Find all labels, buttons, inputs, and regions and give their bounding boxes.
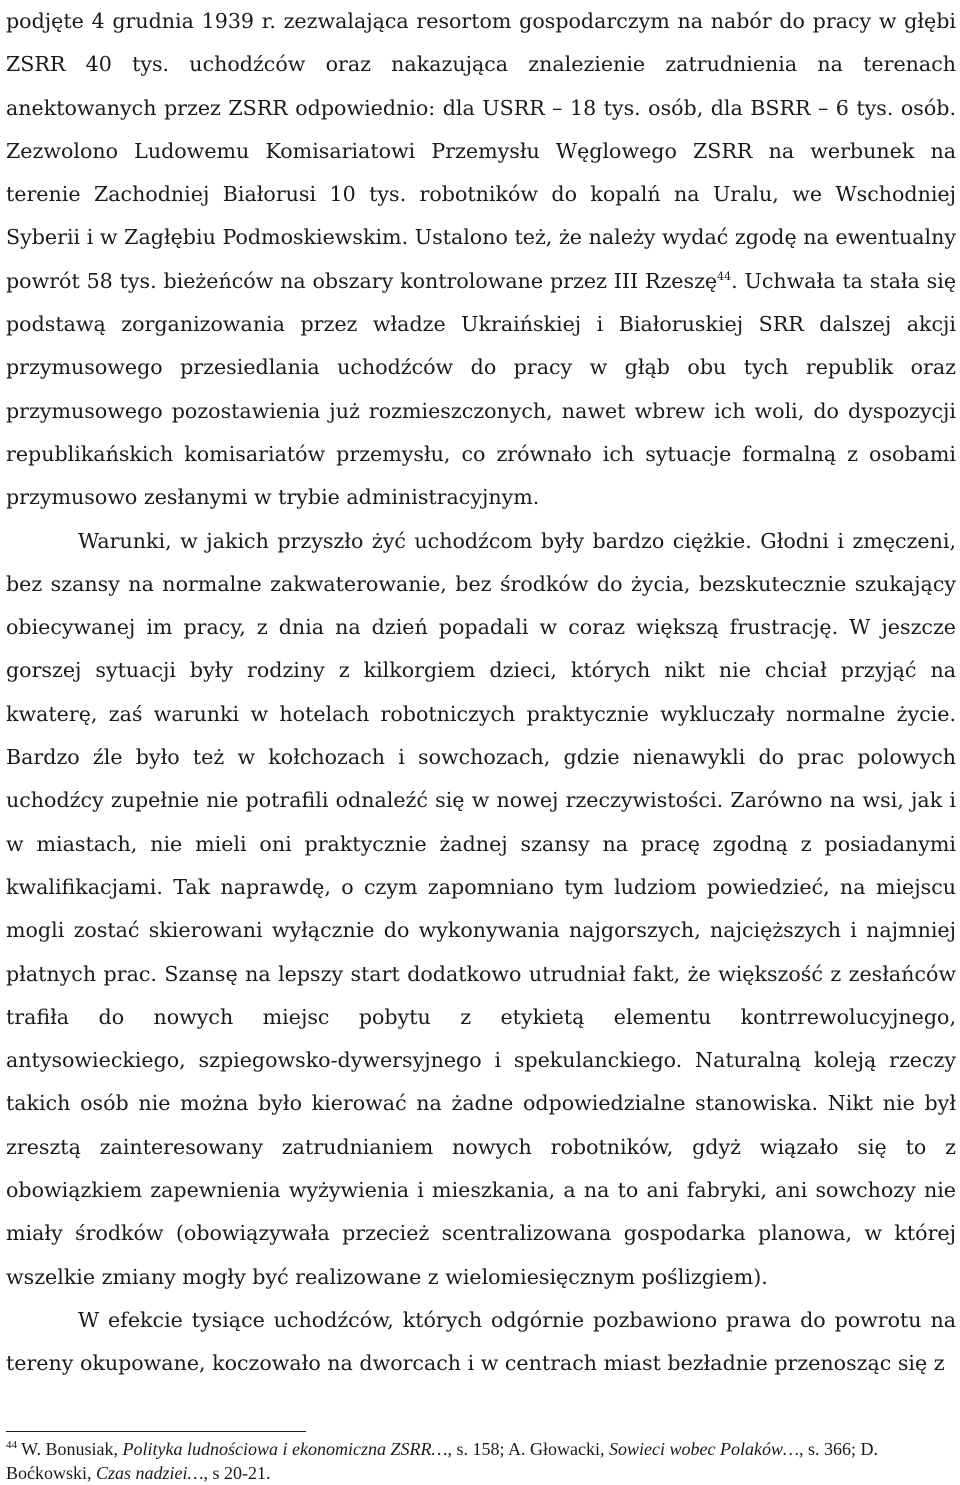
paragraph-2: Warunki, w jakich przyszło żyć uchodźcom były bardzo ciężkie. Głodni i zmęczeni, bez szansy na normalne zakwaterowanie, bez środków do życia, bezskutecznie szukający obiecywanej im pracy, z dnia na dzień popadali w coraz większą frustrację. W jeszcze gorszej sytuacji były rodziny z kilkorgiem dzieci, których nikt nie chciał przyjąć na kwaterę, zaś warunki w hotelach robotniczych praktycznie wykluczały normalne życie. Bardzo źle było też w kołchozach i sowchozach, gdzie nienawykli do prac polowych uchodźcy zupełnie nie potrafili odnaleźć się w nowej rzeczywistości. Zarówno na wsi, jak i w miastach, nie mieli oni praktycznie żadnej szansy na pracę zgodną z posiadanymi kwalifikacjami. Tak naprawdę, o czym zapomniano tym ludziom powiedzieć, na miejscu mogli zostać skierowani wyłącznie do wykonywania najgorszych, najcięższych i najmniej płatnych prac. Szansę na lepszy start dodatkowo utrudniał fakt, że większość z zesłańców trafiła do nowych miejsc pobytu z etykietą elementu kontrrewolucyjnego, antysowieckiego, szpiegowsko-dywersyjnego i spekulanckiego. Naturalną koleją rzeczy takich osób nie można było kierować na żadne odpowiedzialne stanowiska. Nikt nie był zresztą zainteresowany zatrudnianiem nowych robotników, gdyż wiązało się to z obowiązkiem zapewnienia wyżywienia i mieszkania, a na to ani fabryki, ani sowchozy nie miały środków (obowiązywała przecież scentralizowana gospodarka planowa, w której wszelkie zmiany mogły być realizowane z wielomiesięcznym poślizgiem). (6, 528, 956, 1289)
footnote-text: W. Bonusiak, (17, 1439, 123, 1459)
footnote-title: Polityka ludnościowa i ekonomiczna ZSRR… (122, 1439, 448, 1459)
footnote-divider (6, 1431, 306, 1432)
paragraph-3: W efekcie tysiące uchodźców, których odgórnie pozbawiono prawa do powrotu na tereny okupowane, koczowało na dworcach i w centrach miast bezładnie przenosząc się z (6, 1307, 956, 1376)
footnote-text: , s 20-21. (203, 1463, 271, 1483)
body-text (6, 0, 956, 1386)
footnote-text: , s. 158; A. Głowacki, (447, 1439, 609, 1459)
footnote-reference: 44 (717, 269, 732, 283)
footnote-title: Sowieci wobec Polaków… (608, 1439, 799, 1459)
footnote-text: , s. 366; D. Boćkowski, (6, 1439, 878, 1483)
footnote-title: Czas nadziei… (96, 1463, 204, 1483)
paragraph-1-part-2: . Uchwała ta stała się podstawą zorganizowania przez władze Ukraińskiej i Białoruskiej SRR dalszej akcji przymusowego przesiedlania uchodźców do pracy w głąb obu tych republik oraz przymusowego pozostawienia już rozmieszczonych, nawet wbrew ich woli, do dyspozycji republikańskich komisariatów przemysłu, co zrównało ich sytuacje formalną z osobami przymusowo zesłanymi w trybie administracyjnym. (6, 268, 957, 510)
paragraph-1-part-1: podjęte 4 grudnia 1939 r. zezwalająca resortom gospodarczym na nabór do pracy w głębi ZSRR 40 tys. uchodźców oraz nakazująca znalezienie zatrudnienia na terenach anektowanych przez ZSRR odpowiednio: dla USRR – 18 tys. osób, dla BSRR – 6 tys. osób. Zezwolono Ludowemu Komisariatowi Przemysłu Węglowego ZSRR na werbunek na terenie Zachodniej Białorusi 10 tys. robotników do kopalń na Uralu, we Wschodniej Syberii i w Zagłębiu Podmoskiewskim. Ustalono też, że należy wydać zgodę na ewentualny powrót 58 tys. bieżeńców na obszary kontrolowane przez III Rzeszę (6, 9, 956, 293)
footnote-number: 44 (6, 1439, 17, 1451)
paragraph-1 (6, 0, 956, 520)
footnote (6, 1437, 956, 1485)
